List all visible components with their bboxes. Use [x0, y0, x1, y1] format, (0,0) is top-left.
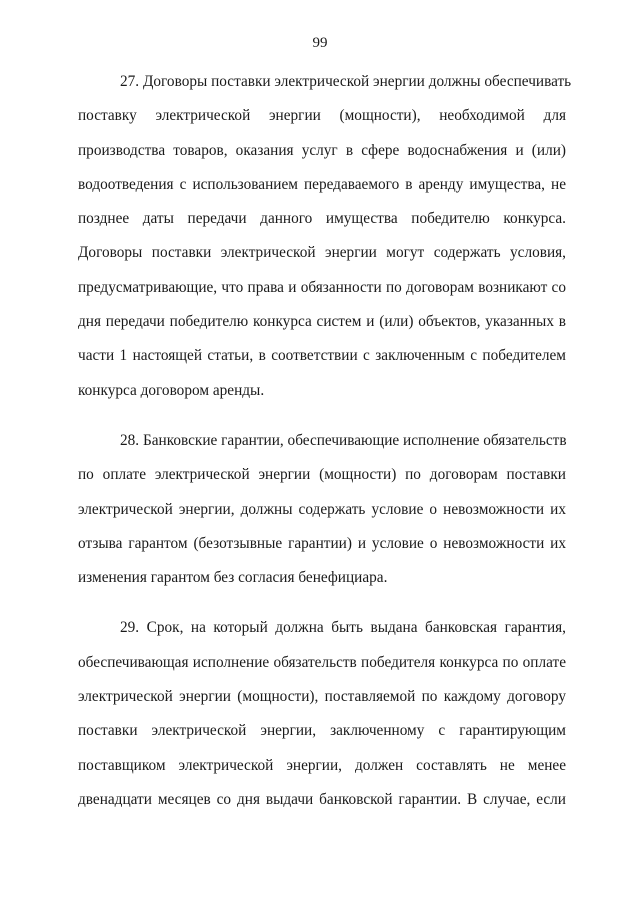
paragraph-line: поставщиком электрической энергии, должен составлять не менее [78, 756, 566, 774]
paragraph-27 [78, 72, 572, 415]
document-body [78, 72, 572, 824]
paragraph-line: предусматривающие, что права и обязанности по договорам возникают со [78, 278, 566, 296]
paragraph-line: электрической энергии, должны содержать условие о невозможности их [78, 500, 566, 518]
paragraph-line: поставку электрической энергии (мощности), необходимой для [78, 107, 566, 125]
page-number: 99 [312, 35, 328, 51]
paragraph-spacer [78, 415, 566, 431]
paragraph-spacer [78, 602, 566, 618]
paragraph-line: по оплате электрической энергии (мощности) по договорам поставки [78, 466, 566, 484]
paragraph-line: конкурса договором аренды. [78, 381, 265, 399]
paragraph-line: 28. Банковские гарантии, обеспечивающие исполнение обязательств [120, 431, 567, 449]
paragraph-line: отзыва гарантом (безотзывные гарантии) и условие о невозможности их [78, 534, 566, 552]
paragraph-line: позднее даты передачи данного имущества победителю конкурса. [78, 210, 566, 228]
paragraph-line: 29. Срок, на который должна быть выдана банковская гарантия, [120, 619, 566, 637]
paragraph-line: водоотведения с использованием передаваемого в аренду имущества, не [78, 175, 566, 193]
paragraph-28 [78, 431, 566, 602]
paragraph-line: изменения гарантом без согласия бенефициара. [78, 569, 388, 587]
paragraph-line: обеспечивающая исполнение обязательств победителя конкурса по оплате [78, 653, 566, 671]
paragraph-line: 27. Договоры поставки электрической энергии должны обеспечивать [120, 73, 572, 90]
paragraph-line: Договоры поставки электрической энергии могут содержать условия, [78, 244, 566, 262]
paragraph-line: дня передачи победителю конкурса систем и (или) объектов, указанных в [78, 313, 566, 331]
paragraph-line: электрической энергии (мощности), поставляемой по каждому договору [78, 688, 566, 706]
paragraph-line: двенадцати месяцев со дня выдачи банковской гарантии. В случае, если [78, 790, 566, 808]
paragraph-line: поставки электрической энергии, заключенному с гарантирующим [78, 722, 566, 740]
paragraph-line: части 1 настоящей статьи, в соответствии с заключенным с победителем [78, 347, 566, 365]
paragraph-line: производства товаров, оказания услуг в сфере водоснабжения и (или) [78, 141, 566, 159]
paragraph-29 [78, 618, 566, 824]
